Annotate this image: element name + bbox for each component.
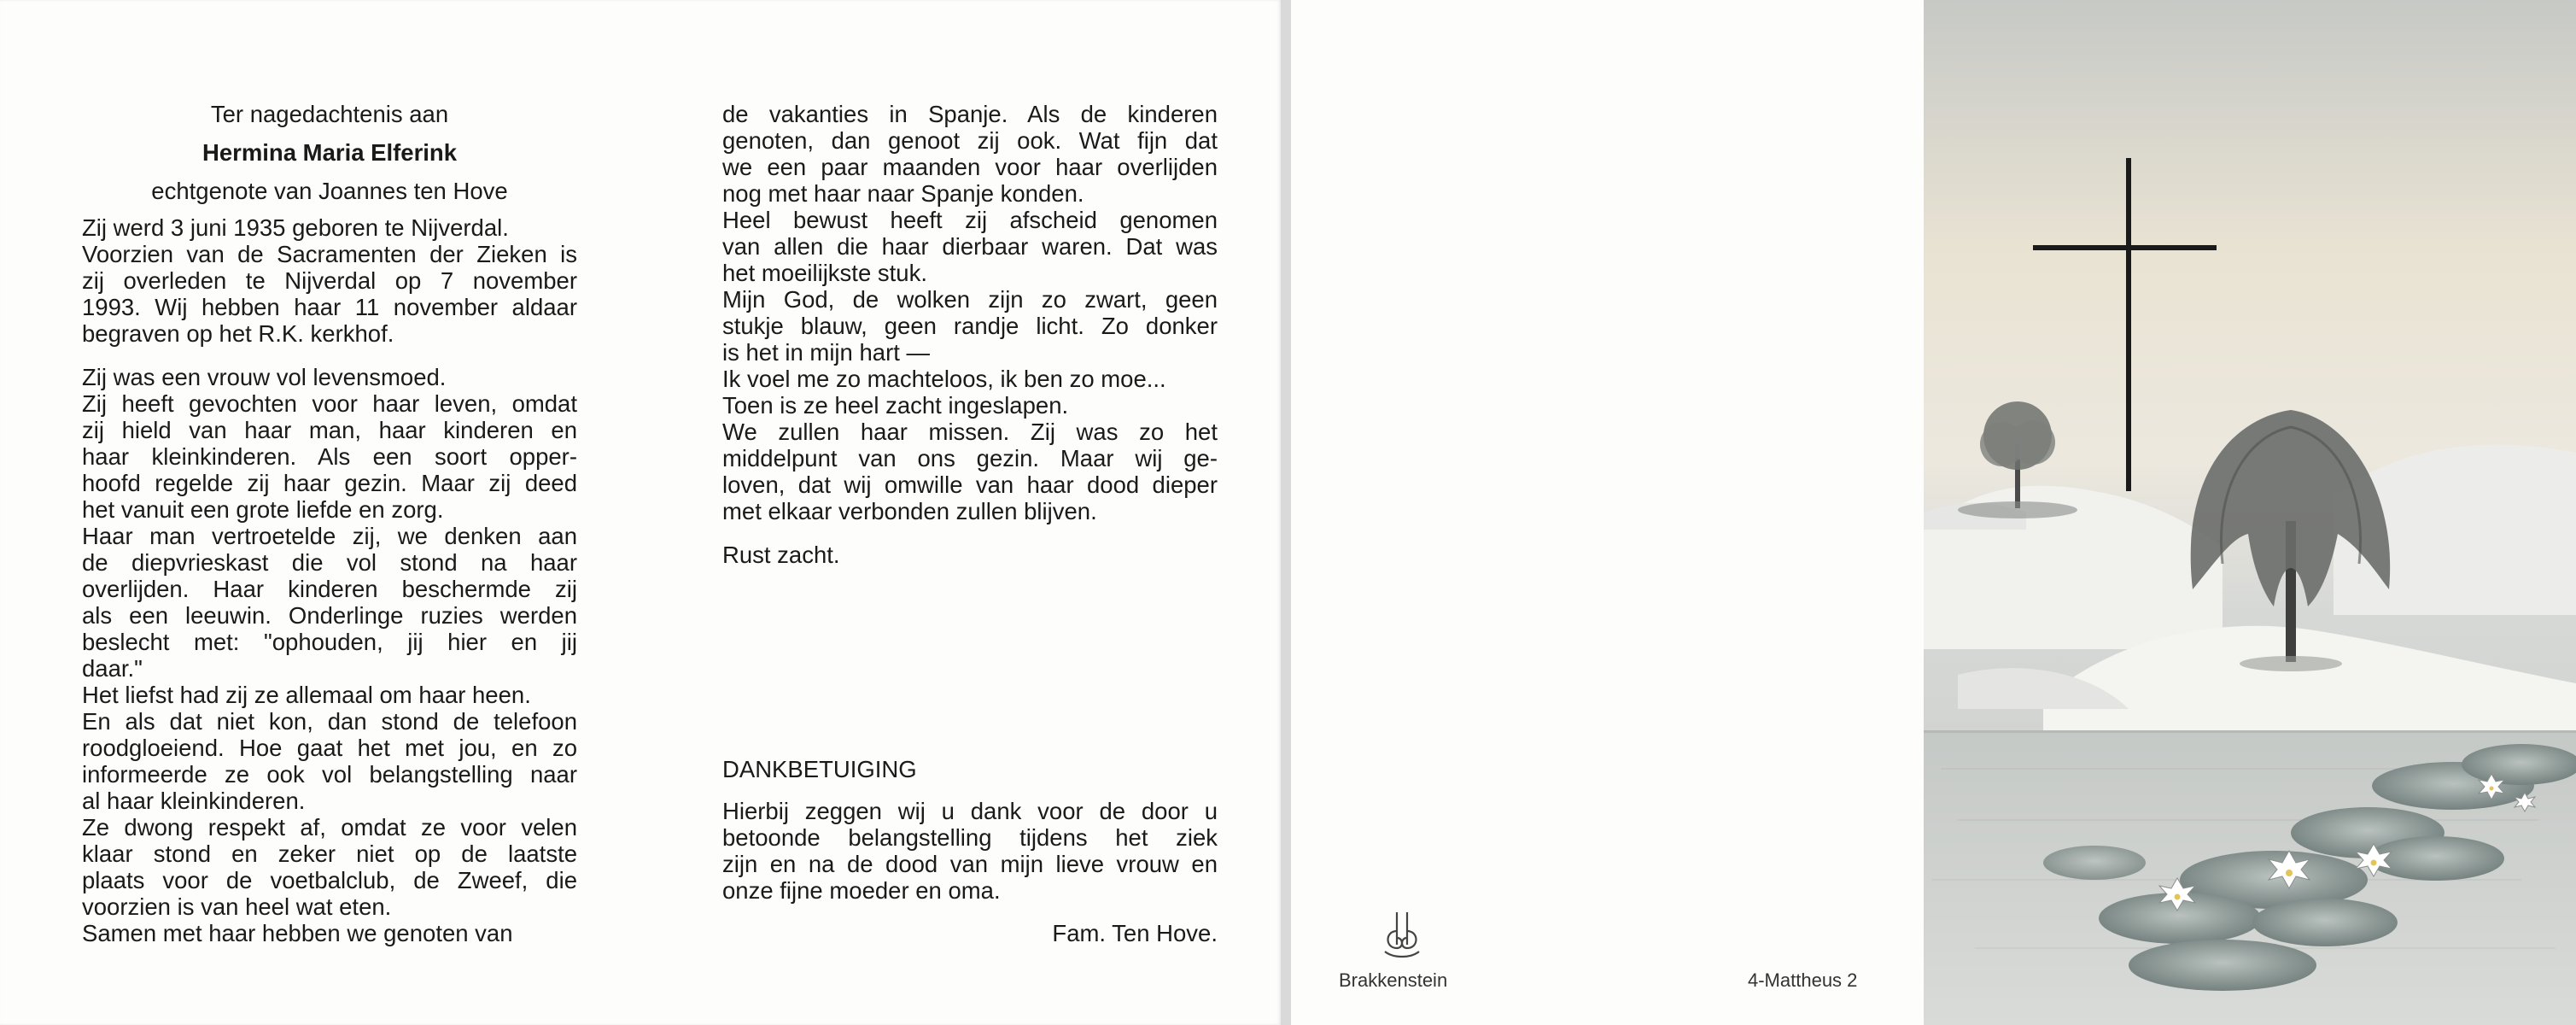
- text-line: stukje blauw, geen randje licht. Zo donker: [722, 313, 1218, 339]
- text-line: loven, dat wij omwille van haar dood dieper: [722, 472, 1218, 498]
- thanks-heading: DANKBETUIGING: [722, 756, 917, 782]
- biography-paragraph-1: [82, 214, 577, 347]
- text-line: We zullen haar missen. Zij was zo het: [722, 419, 1218, 445]
- text-line: genoten, dan genoot zij ook. Wat fijn dat: [722, 127, 1218, 154]
- card-reference: 4-Mattheus 2: [1748, 969, 1858, 991]
- text-line: Samen met haar hebben we genoten van: [82, 920, 513, 946]
- text-line: met elkaar verbonden zullen blijven.: [722, 498, 1097, 524]
- text-line: Haar man vertroetelde zij, we denken aan: [82, 523, 577, 549]
- text-line: begraven op het R.K. kerkhof.: [82, 320, 394, 347]
- family-signature: Fam. Ten Hove.: [1052, 920, 1218, 946]
- text-line: Mijn God, de wolken zijn zo zwart, geen: [722, 286, 1218, 313]
- memorial-text-column-1: [82, 101, 577, 946]
- text-line: de vakanties in Spanje. Als de kinderen: [722, 101, 1218, 127]
- text-line: betoonde belangstelling tijdens het ziek: [722, 824, 1218, 851]
- text-line: haar kleinkinderen. Als een soort opper-: [82, 443, 577, 470]
- text-line: zij hield van haar man, haar kinderen en: [82, 417, 577, 443]
- text-line: plaats voor de voetbalclub, de Zweef, die: [82, 867, 577, 893]
- memorial-heading: Ter nagedachtenis aan: [210, 101, 449, 127]
- text-line: nog met haar naar Spanje konden.: [722, 180, 1084, 207]
- text-line: Voorzien van de Sacramenten der Zieken is: [82, 241, 577, 267]
- text-line: het vanuit een grote liefde en zorg.: [82, 496, 444, 523]
- text-line: informeerde ze ook vol belangstelling naar: [82, 761, 577, 788]
- text-line: middelpunt van ons gezin. Maar wij ge-: [722, 445, 1218, 472]
- text-line: Heel bewust heeft zij afscheid genomen: [722, 207, 1218, 233]
- text-line: daar.": [82, 655, 143, 682]
- publisher-label: Brakkenstein: [1339, 969, 1448, 991]
- painting-cross-trees-water-lilies: [1924, 0, 2576, 1025]
- spouse-line: echtgenote van Joannes ten Hove: [151, 178, 508, 204]
- text-line: zijn en na de dood van mijn lieve vrouw en: [722, 851, 1218, 877]
- text-line: is het in mijn hart —: [722, 339, 931, 366]
- text-line: Zij was een vrouw vol levensmoed.: [82, 364, 447, 390]
- closing-line: Rust zacht.: [722, 542, 840, 568]
- text-line: 1993. Wij hebben haar 11 november aldaar: [82, 294, 577, 320]
- memorial-card-left-sheet: [0, 0, 1281, 1025]
- text-line: we een paar maanden voor haar overlijden: [722, 154, 1218, 180]
- text-line: de diepvrieskast die vol stond na haar: [82, 549, 577, 576]
- text-line: Ik voel me zo machteloos, ik ben zo moe...: [722, 366, 1166, 392]
- text-line: al haar kleinkinderen.: [82, 788, 306, 814]
- text-line: roodgloeiend. Hoe gaat het met jou, en zo: [82, 735, 577, 761]
- brakkenstein-logo-icon: [1378, 907, 1426, 962]
- text-line: voorzien is van heel wat eten.: [82, 893, 392, 920]
- text-line: klaar stond en zeker niet op de laatste: [82, 840, 577, 867]
- text-line: als een leeuwin. Onderlinge ruzies werden: [82, 602, 577, 629]
- biography-paragraph-2: [82, 364, 577, 946]
- deceased-name: Hermina Maria Elferink: [202, 139, 458, 166]
- text-line: Hierbij zeggen wij u dank voor de door u: [722, 798, 1218, 824]
- text-line: Toen is ze heel zacht ingeslapen.: [722, 392, 1069, 419]
- text-line: van allen die haar dierbaar waren. Dat was: [722, 233, 1218, 260]
- text-line: beslecht met: "ophouden, jij hier en jij: [82, 629, 577, 655]
- memorial-text-column-2: [722, 101, 1218, 568]
- text-line: zij overleden te Nijverdal op 7 november: [82, 267, 577, 294]
- text-line: Zij werd 3 juni 1935 geboren te Nijverdal.: [82, 214, 509, 241]
- text-line: hoofd regelde zij haar gezin. Maar zij deed: [82, 470, 577, 496]
- text-line: onze fijne moeder en oma.: [722, 877, 1001, 904]
- text-line: Ze dwong respekt af, omdat ze voor velen: [82, 814, 577, 840]
- thanks-paragraph: [722, 798, 1218, 904]
- text-line: het moeilijkste stuk.: [722, 260, 927, 286]
- text-line: Het liefst had zij ze allemaal om haar heen.: [82, 682, 531, 708]
- text-line: En als dat niet kon, dan stond de telefoon: [82, 708, 577, 735]
- biography-paragraph-3: [722, 101, 1218, 524]
- text-line: Zij heeft gevochten voor haar leven, omdat: [82, 390, 577, 417]
- text-line: overlijden. Haar kinderen beschermde zij: [82, 576, 577, 602]
